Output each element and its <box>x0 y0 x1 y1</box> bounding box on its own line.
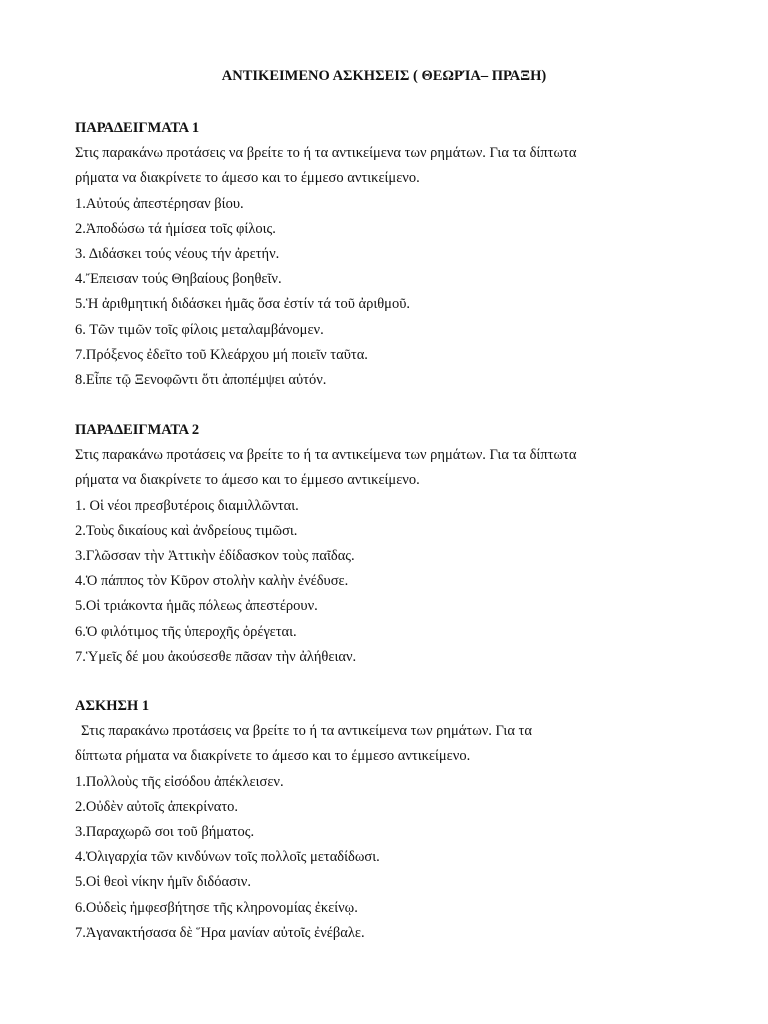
section-exercise-1 <box>75 694 715 946</box>
exercise-item: 4.Ἔπεισαν τούς Θηβαίους βοηθεῖν. <box>75 271 282 288</box>
exercise-item: 4.Ὁ πάππος τὸν Κῦρον στολὴν καλὴν ἐνέδυσε. <box>75 573 349 590</box>
instruction-line: δίπτωτα ρήματα να διακρίνετε το άμεσο και το έμμεσο αντικείμενο. <box>75 748 471 765</box>
exercise-item: 5.Οἱ τριάκοντα ἡμᾶς πόλεως ἀπεστέρουν. <box>75 598 318 615</box>
instruction-line: ρήματα να διακρίνετε το άμεσο και το έμμεσο αντικείμενο. <box>75 472 420 489</box>
exercise-item: 2.Τοὺς δικαίους καὶ ἀνδρείους τιμῶσι. <box>75 522 298 539</box>
exercise-item: 3.Γλῶσσαν τὴν Ἀττικὴν ἐδίδασκον τοὺς παῖδας. <box>75 547 355 564</box>
exercise-item: 4.Ὀλιγαρχία τῶν κινδύνων τοῖς πολλοῖς μεταδίδωσι. <box>75 849 380 866</box>
section-examples-2 <box>75 418 715 670</box>
exercise-item: 8.Εἶπε τῷ Ξενοφῶντι ὅτι ἀποπέμψει αὐτόν. <box>75 371 327 388</box>
exercise-item: 7.Ὑμεῖς δέ μου ἀκούσεσθε πᾶσαν τὴν ἀλήθειαν. <box>75 648 357 665</box>
instruction-line: Στις παρακάνω προτάσεις να βρείτε το ή τα αντικείμενα των ρημάτων. Για τα δίπτωτα <box>75 447 577 464</box>
exercise-item: 5.Ἡ ἀριθμητική διδάσκει ἡμᾶς ὅσα ἐστίν τά τοῦ ἀριθμοῦ. <box>75 296 411 313</box>
exercise-item: 1.Αὐτούς ἀπεστέρησαν βίου. <box>75 195 244 212</box>
exercise-item: 6.Ὁ φιλότιμος τῆς ὑπεροχῆς ὀρέγεται. <box>75 623 297 640</box>
exercise-item: 2.Ἀποδώσω τά ἡμίσεα τοῖς φίλοις. <box>75 220 276 237</box>
section-heading: ΑΣΚΗΣΗ 1 <box>75 698 150 714</box>
exercise-item: 2.Οὐδὲν αὐτοῖς ἀπεκρίνατο. <box>75 798 239 815</box>
section-examples-1 <box>75 116 715 393</box>
exercise-item: 3. Διδάσκει τούς νέους τήν ἀρετήν. <box>75 245 280 262</box>
instruction-line: ρήματα να διακρίνετε το άμεσο και το έμμεσο αντικείμενο. <box>75 170 420 187</box>
exercise-item: 5.Οἱ θεοὶ νίκην ἡμῖν διδόασιν. <box>75 874 251 891</box>
exercise-item: 1. Οἱ νέοι πρεσβυτέροις διαμιλλῶνται. <box>75 497 299 514</box>
instruction-line: Στις παρακάνω προτάσεις να βρείτε το ή τα αντικείμενα των ρημάτων. Για τα <box>81 723 532 740</box>
document-title: ΑΝΤΙΚΕΙΜΕΝΟ ΑΣΚΗΣΕΙΣ ( ΘΕΩΡΊΑ– ΠΡΑΞΗ) <box>221 68 547 84</box>
exercise-item: 3.Παραχωρῶ σοι τοῦ βήματος. <box>75 823 255 840</box>
section-heading: ΠΑΡΑΔΕΙΓΜΑΤΑ 1 <box>75 120 200 136</box>
exercise-item: 6.Οὐδεὶς ἠμφεσβήτησε τῆς κληρονομίας ἐκείνῳ. <box>75 899 358 916</box>
instruction-line: Στις παρακάνω προτάσεις να βρείτε το ή τα αντικείμενα των ρημάτων. Για τα δίπτωτα <box>75 145 577 162</box>
exercise-item: 7.Ἀγανακτήσασα δὲ Ἥρα μανίαν αὐτοῖς ἐνέβαλε. <box>75 924 365 941</box>
exercise-item: 6. Τῶν τιμῶν τοῖς φίλοις μεταλαμβάνομεν. <box>75 321 324 338</box>
section-heading: ΠΑΡΑΔΕΙΓΜΑΤΑ 2 <box>75 422 200 438</box>
exercise-item: 7.Πρόξενος ἐδεῖτο τοῦ Κλεάρχου μή ποιεῖν ταῦτα. <box>75 346 368 363</box>
exercise-item: 1.Πολλοὺς τῆς εἰσόδου ἀπέκλεισεν. <box>75 773 284 790</box>
